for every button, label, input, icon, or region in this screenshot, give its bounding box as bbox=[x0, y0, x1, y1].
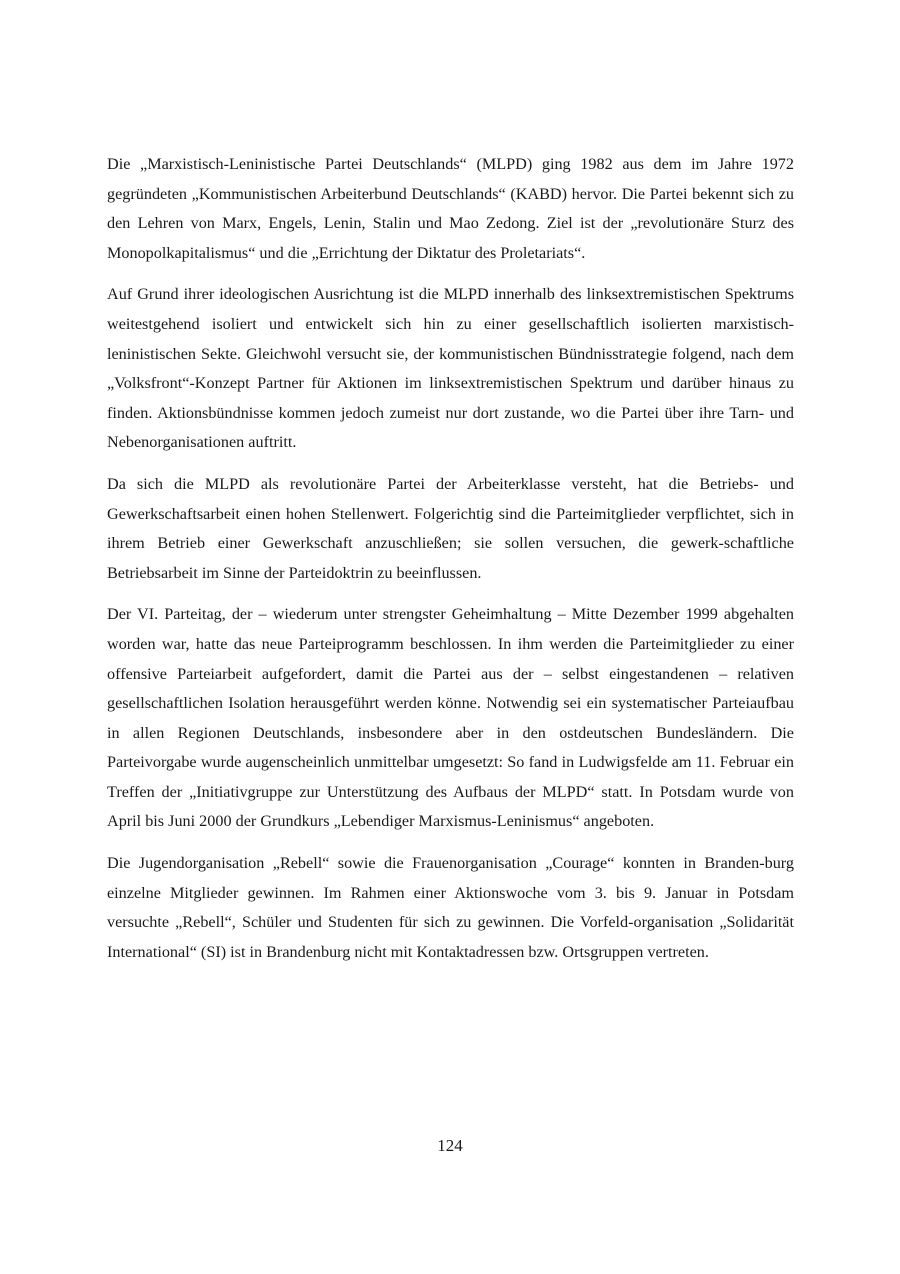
paragraph-union-work: Da sich die MLPD als revolutionäre Partei der Arbeiterklasse versteht, hat die Betriebs- und Gewerkschaftsarbeit einen hohen Stellenwert. Folgerichtig sind die Parteimitglieder verpflichtet, sich in ihrem Betrieb einer Gewerkschaft anzuschließen; sie sollen versuchen, die gewerk-schaftliche Betriebsarbeit im Sinne der Parteidoktrin zu beeinflussen. bbox=[107, 474, 794, 582]
text-body bbox=[107, 150, 794, 979]
paragraph-party-congress: Der VI. Parteitag, der – wiederum unter strengster Geheimhaltung – Mitte Dezember 1999 abgehalten worden war, hatte das neue Parteiprogramm beschlossen. In ihm werden die Parteimitglieder zu einer offensive Parteiarbeit aufgefordert, damit die Partei aus der – selbst eingestandenen – relativen gesellschaftlichen Isolation herausgeführt werden könne. Notwendig sei ein systematischer Parteiaufbau in allen Regionen Deutschlands, insbesondere aber in den ostdeutschen Bundesländern. Die Parteivorgabe wurde augenscheinlich unmittelbar umgesetzt: So fand in Ludwigsfelde am 11. Februar ein Treffen der „Initiativgruppe zur Unterstützung des Aufbaus der MLPD“ statt. In Potsdam wurde von April bis Juni 2000 der Grundkurs „Lebendiger Marxismus-Leninismus“ angeboten. bbox=[107, 605, 794, 831]
paragraph-youth-organisation: Die Jugendorganisation „Rebell“ sowie die Frauenorganisation „Courage“ konnten in Branden-burg einzelne Mitglieder gewinnen. Im Rahmen einer Aktionswoche vom 3. bis 9. Januar in Potsdam versuchte „Rebell“, Schüler und Studenten für sich zu gewinnen. Die Vorfeld-organisation „Solidarität International“ (SI) ist in Brandenburg nicht mit Kontaktadressen bzw. Ortsgruppen vertreten. bbox=[107, 854, 794, 961]
paragraph-isolation: Auf Grund ihrer ideologischen Ausrichtung ist die MLPD innerhalb des linksextremistischen Spektrums weitestgehend isoliert und entwickelt sich hin zu einer gesellschaftlich isolierten marxistisch-leninistischen Sekte. Gleichwohl versucht sie, der kommunistischen Bündnisstrategie folgend, nach dem „Volksfront“-Konzept Partner für Aktionen im linksextremistischen Spektrum und darüber hinaus zu finden. Aktionsbündnisse kommen jedoch zumeist nur dort zustande, wo die Partei über ihre Tarn- und Nebenorganisationen auftritt. bbox=[107, 285, 794, 452]
page-number: 124 bbox=[437, 1136, 463, 1155]
paragraph-mlpd-origin: Die „Marxistisch-Leninistische Partei Deutschlands“ (MLPD) ging 1982 aus dem im Jahre 1972 gegründeten „Kommunistischen Arbeiterbund Deutschlands“ (KABD) hervor. Die Partei bekennt sich zu den Lehren von Marx, Engels, Lenin, Stalin und Mao Zedong. Ziel ist der „revolutionäre Sturz des Monopolkapitalismus“ und die „Errichtung der Diktatur des Proletariats“. bbox=[107, 155, 794, 262]
